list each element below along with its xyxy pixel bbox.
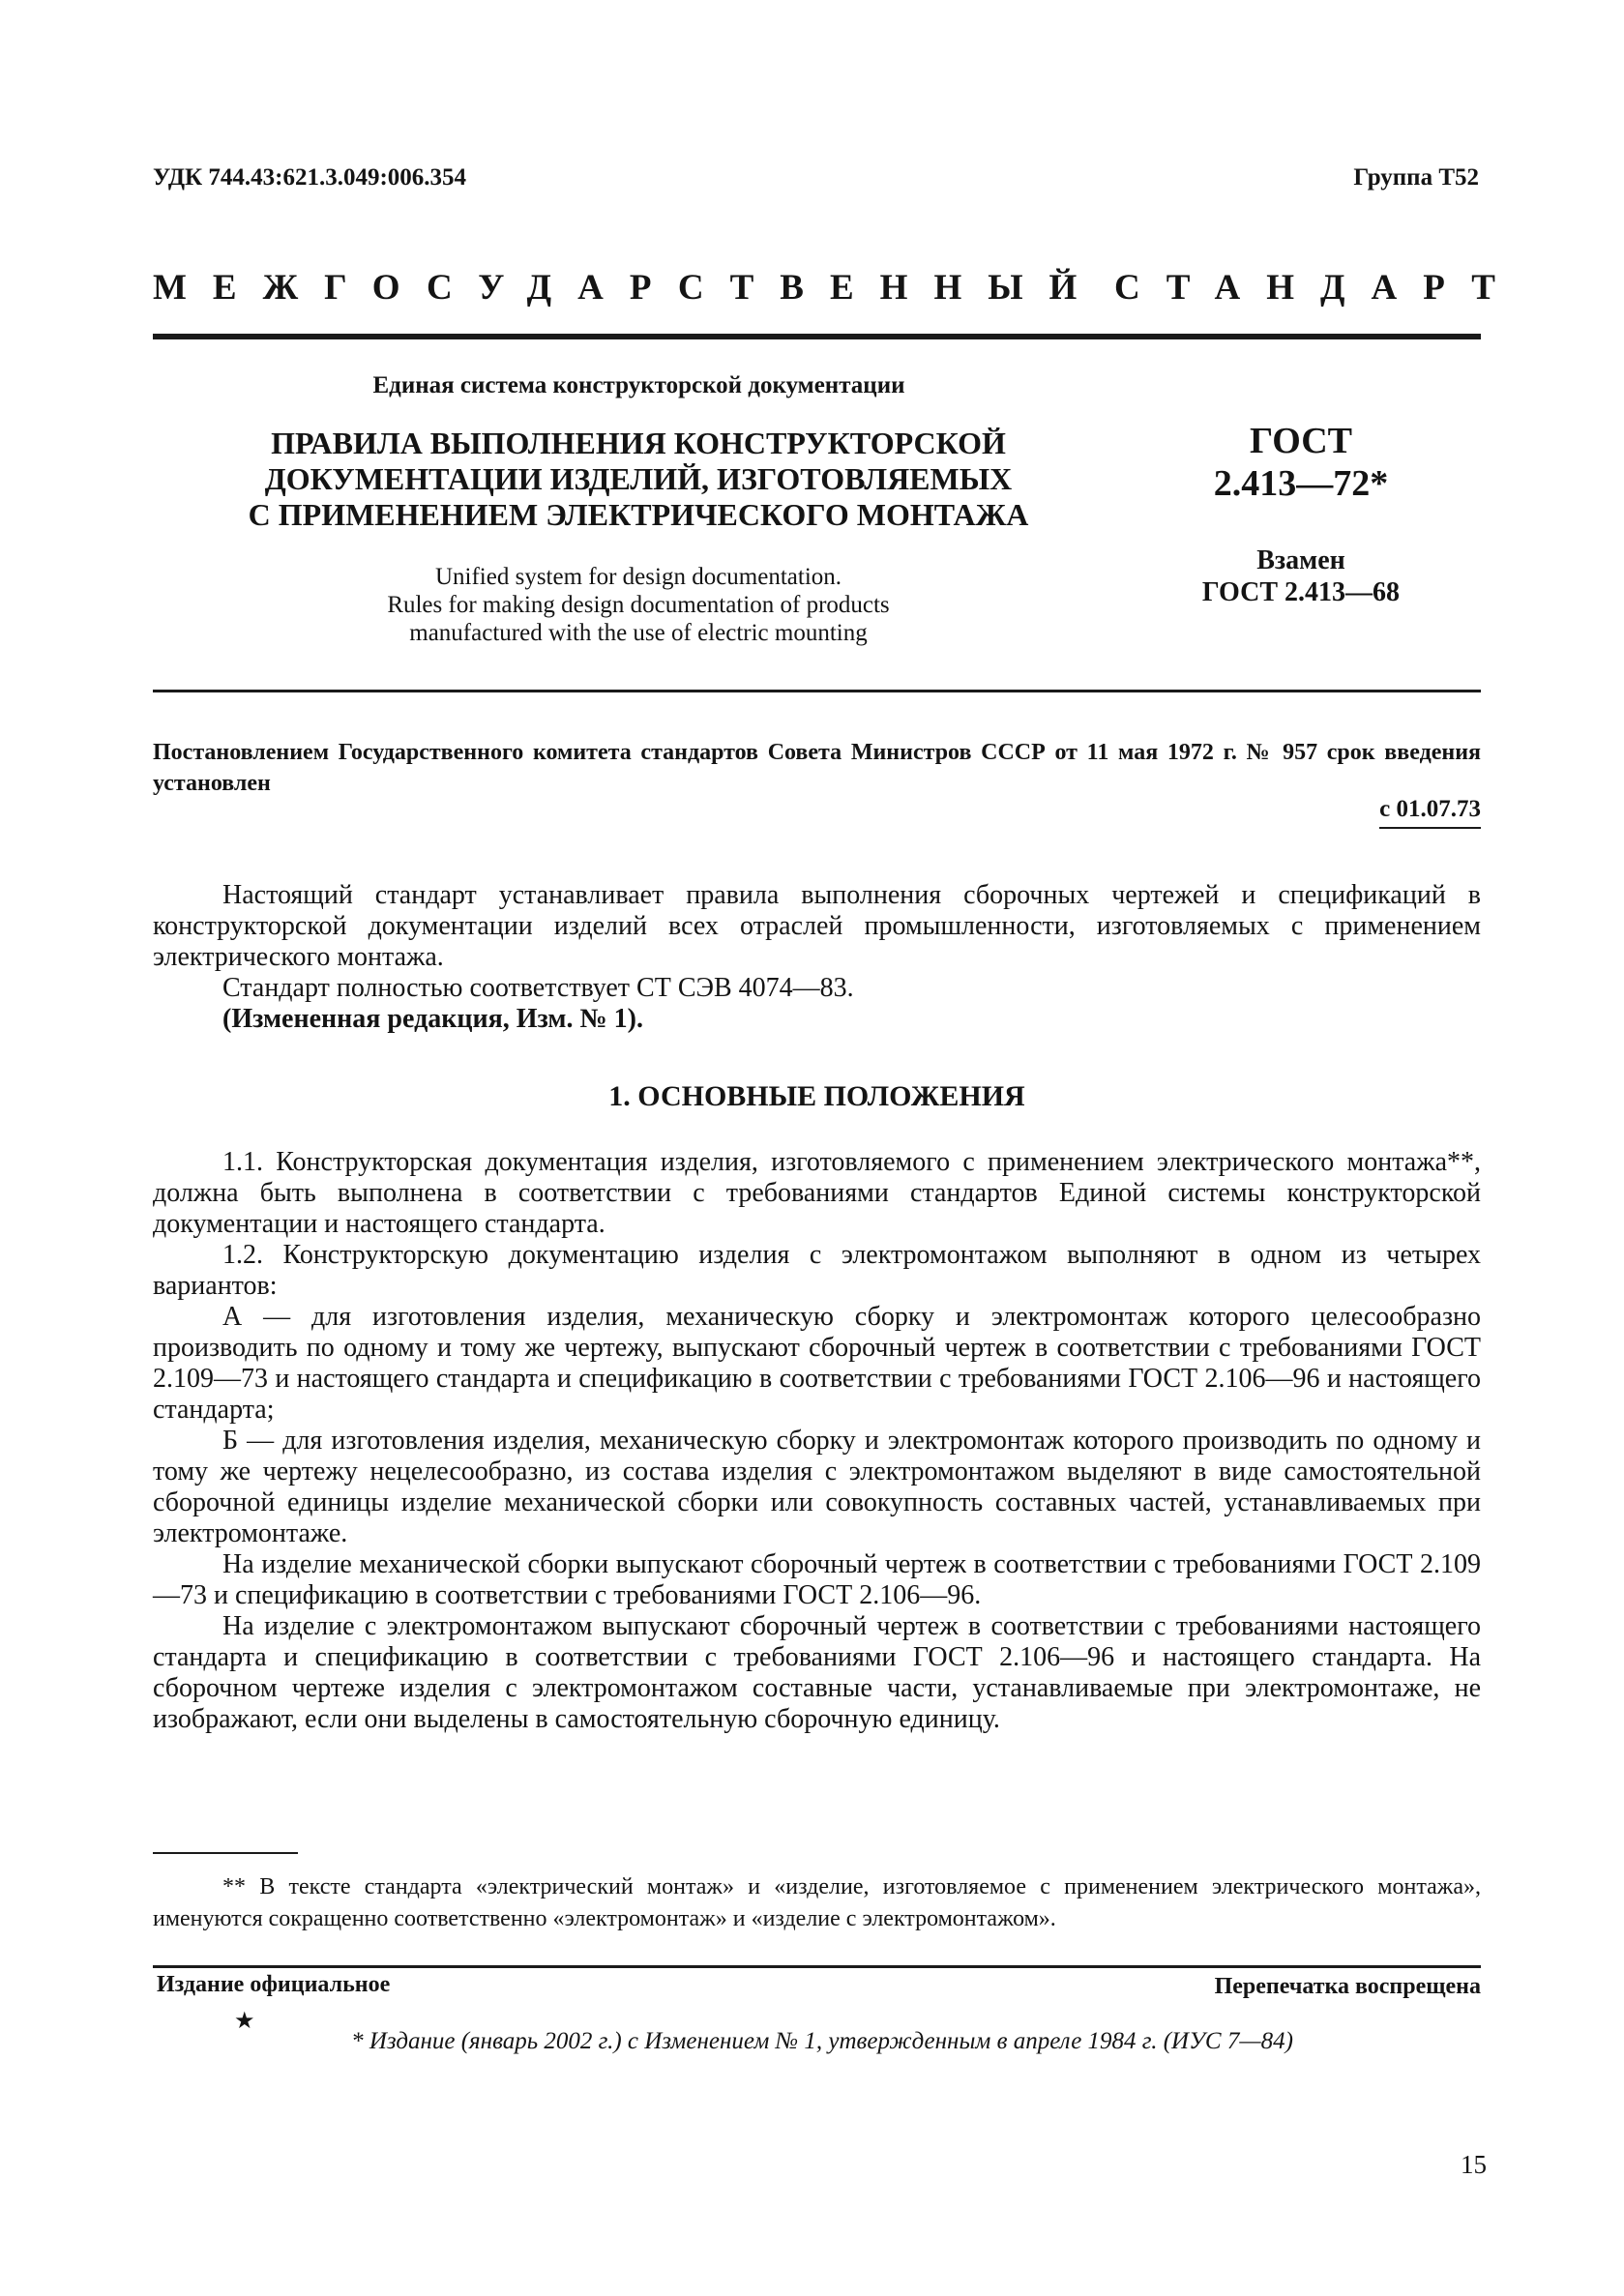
header-rule bbox=[153, 334, 1481, 339]
footnote-text: ** В тексте стандарта «электрический монтаж» и «изделие, изготовляемое с применением электрического монтажа», именуются сокращенно соответственно «электромонтаж» и «изделие с электромонтажом». bbox=[153, 1874, 1481, 1931]
english-title-line: Rules for making design documentation of products bbox=[387, 592, 890, 618]
gost-label: ГОСТ bbox=[1249, 421, 1353, 461]
section-paragraph: На изделие с электромонтажом выпускают сборочный чертеж в соответствии с требованиями настоящего стандарта и спецификацию в соответствии с требованиями ГОСТ 2.106—96 и настоящего стандарта. На сборочном чертеже изделия с электромонтажом составные части, устанавливаемые при электромонтаже, не изображают, если они выделены в самостоятельную сборочную единицу. bbox=[153, 1611, 1481, 1734]
issue-note: * Издание (январь 2002 г.) с Изменением № 1, утвержденным в апреле 1984 г. (ИУС 7—84) bbox=[351, 2028, 1293, 2054]
english-title-line: Unified system for design documentation. bbox=[434, 564, 842, 590]
intro-paragraph: Настоящий стандарт устанавливает правила выполнения сборочных чертежей и спецификаций в конструкторской документации изделий всех отраслей промышленности, изготовляемых с применением электрического монтажа. bbox=[153, 880, 1481, 972]
section-body bbox=[153, 1147, 1481, 1735]
replaces-label: Взамен bbox=[1256, 545, 1345, 575]
footnote-rule bbox=[153, 1852, 298, 1854]
section-paragraph: 1.1. Конструкторская документация изделия, изготовляемого с применением электрического монтажа**, должна быть выполнена в соответствии с требованиями стандартов Единой системы конструкторской документации и настоящего стандарта. bbox=[153, 1147, 1481, 1239]
english-title bbox=[290, 563, 987, 647]
banner-standard: СТАНДАРТ bbox=[1114, 268, 1521, 308]
section-paragraph: На изделие механической сборки выпускают сборочный чертеж в соответствии с требованиями ГОСТ 2.109—73 и спецификацию в соответствии с требованиями ГОСТ 2.106—96. bbox=[153, 1549, 1481, 1610]
effective-date: с 01.07.73 bbox=[1379, 796, 1481, 829]
footnote bbox=[153, 1871, 1481, 1935]
reprint-prohibited: Перепечатка воспрещена bbox=[1214, 1974, 1481, 1999]
section-paragraph: А — для изготовления изделия, механическую сборку и электромонтаж которого целесообразно производить по одному и тому же чертежу, выпускают сборочный чертеж в соответствии с требованиями ГОСТ 2.109—73 и настоящего стандарта и спецификацию в соответствии с требованиями ГОСТ 2.106—96 и настоящего стандарта; bbox=[153, 1302, 1481, 1425]
official-edition: Издание официальное bbox=[157, 1972, 391, 1997]
title-line: ПРАВИЛА ВЫПОЛНЕНИЯ КОНСТРУКТОРСКОЙ bbox=[271, 426, 1006, 460]
system-name: Единая система конструкторской документации bbox=[372, 372, 905, 398]
section-paragraph: 1.2. Конструкторскую документацию изделия с электромонтажом выполняют в одном из четырех вариантов: bbox=[153, 1240, 1481, 1301]
replaces-block bbox=[1137, 545, 1465, 608]
footer-rule bbox=[153, 1965, 1481, 1968]
intro-paragraph: Стандарт полностью соответствует СТ СЭВ 4074—83. bbox=[222, 973, 854, 1003]
decree-text: Постановлением Государственного комитета стандартов Совета Министров СССР от 11 мая 1972 г. № 957 срок введения установлен bbox=[153, 740, 1481, 796]
section-paragraph: Б — для изготовления изделия, механическую сборку и электромонтаж которого производить по одному и тому же чертежу нецелесообразно, из состава изделия с электромонтажом выделяют в виде самостоятельной сборочной единицы изделие механической сборки или совокупность составных частей, устанавливаемых при электромонтаже. bbox=[153, 1426, 1481, 1548]
intro-section bbox=[153, 880, 1481, 1035]
gost-designation bbox=[1137, 420, 1465, 505]
page-number: 15 bbox=[1461, 2150, 1487, 2179]
title-line: ДОКУМЕНТАЦИИ ИЗДЕЛИЙ, ИЗГОТОВЛЯЕМЫХ bbox=[264, 461, 1013, 496]
gost-number: 2.413—72* bbox=[1213, 463, 1389, 504]
document-title bbox=[242, 426, 1035, 533]
star-icon: ★ bbox=[234, 2009, 255, 2034]
title-block-rule bbox=[153, 690, 1481, 692]
amendment-note: (Измененная редакция, Изм. № 1). bbox=[222, 1004, 643, 1034]
english-title-line: manufactured with the use of electric mounting bbox=[409, 620, 868, 646]
title-line: С ПРИМЕНЕНИЕМ ЭЛЕКТРИЧЕСКОГО МОНТАЖА bbox=[248, 497, 1029, 532]
group-code: Группа Т52 bbox=[1353, 164, 1479, 191]
udk-code: УДК 744.43:621.3.049:006.354 bbox=[153, 164, 467, 191]
banner-interstate: МЕЖГОСУДАРСТВЕННЫЙ bbox=[153, 268, 1104, 308]
section-heading: 1. ОСНОВНЫЕ ПОЛОЖЕНИЯ bbox=[608, 1080, 1025, 1112]
replaces-number: ГОСТ 2.413—68 bbox=[1201, 577, 1401, 607]
